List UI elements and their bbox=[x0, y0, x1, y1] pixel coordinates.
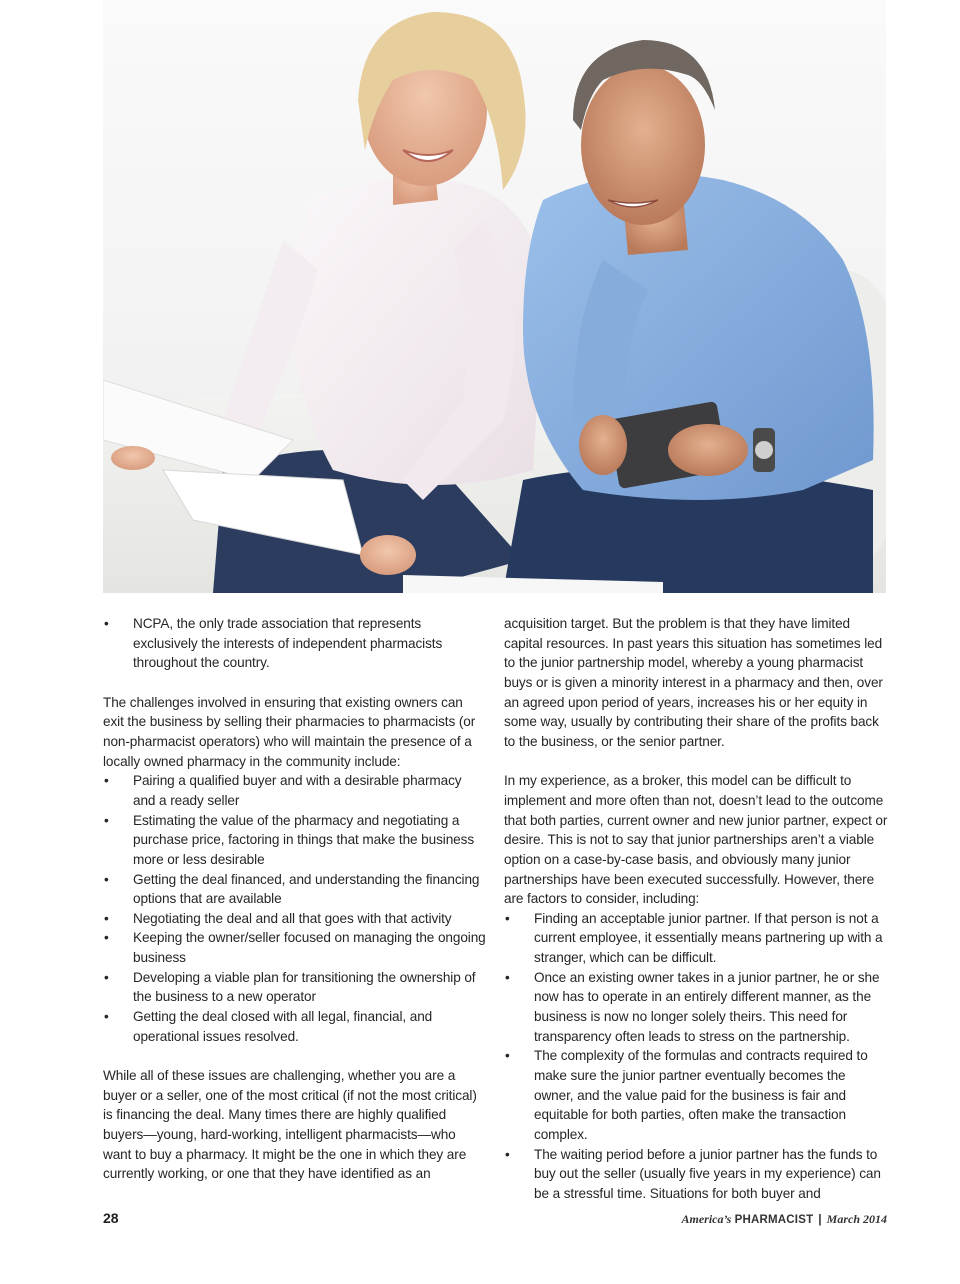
challenges-paragraph: The challenges involved in ensuring that existing owners can exit the business by selling their pharmacies to pharmacists (or non-pharmacist operators) who will maintain the presence of a locally owned pharmacy in the community include: bbox=[103, 694, 476, 769]
list-item: • Negotiating the deal and all that goes with that activity bbox=[103, 909, 487, 929]
article-photo bbox=[103, 0, 886, 593]
financing-paragraph: While all of these issues are challenging, whether you are a buyer or a seller, one of the most critical (if not the most critical) is financing the deal. Many times there are highly qualified buyers—young, hard-working, intelligent pharmacists—who want to buy a pharmacy. It might be the one in which they are currently working, or one that they have identified as an bbox=[103, 1068, 477, 1182]
list-item: • Keeping the owner/seller focused on managing the ongoing business bbox=[103, 928, 487, 967]
list-item: • Getting the deal financed, and understanding the financing options that are available bbox=[103, 870, 487, 909]
magazine-masthead bbox=[682, 1212, 888, 1227]
list-item: • Developing a viable plan for transitioning the ownership of the business to a new operator bbox=[103, 968, 487, 1007]
list-item: • Estimating the value of the pharmacy and negotiating a purchase price, factoring in things that make the business more or less desirable bbox=[103, 811, 487, 870]
footer-separator: | bbox=[818, 1212, 822, 1226]
article-right-column bbox=[504, 614, 888, 1204]
list-item: • NCPA, the only trade association that represents exclusively the interests of independent pharmacists throughout the country. bbox=[103, 614, 487, 673]
couple-reviewing-finances-illustration bbox=[103, 0, 886, 593]
list-item: • The waiting period before a junior partner has the funds to buy out the seller (usually five years in my experience) can be a stressful time. Situations for both buyer and bbox=[504, 1145, 888, 1204]
experience-paragraph: In my experience, as a broker, this model can be difficult to implement and more often than not, doesn’t lead to the outcome that both parties, current owner and new junior partner, expect or desire. This is not to say that junior partnerships aren’t a viable option on a case-by-case basis, and obviously many junior partnerships have been executed successfully. However, there are factors to consider, including: bbox=[504, 773, 888, 907]
issue-date: March 2014 bbox=[826, 1212, 887, 1226]
list-item: • Finding an acceptable junior partner. If that person is not a current employee, it essentially means partnering up with a stranger, which can be difficult. bbox=[504, 909, 888, 968]
challenges-bullet-list bbox=[103, 771, 487, 1046]
list-item: • The complexity of the formulas and contracts required to make sure the junior partner eventually becomes the owner, and the value paid for the business is fair and equitable for both parties, often make the transaction complex. bbox=[504, 1046, 888, 1144]
factors-bullet-list bbox=[504, 909, 888, 1204]
magazine-prefix: America’s bbox=[681, 1212, 732, 1226]
article-left-column bbox=[103, 614, 487, 1184]
list-item: • Getting the deal closed with all legal, financial, and operational issues resolved. bbox=[103, 1007, 487, 1046]
list-item: • Once an existing owner takes in a junior partner, he or she now has to operate in an entirely different manner, as the business is now no longer solely theirs. This need for transparency often leads to stress on the partnership. bbox=[504, 968, 888, 1047]
continued-paragraph: acquisition target. But the problem is that they have limited capital resources. In past years this situation has sometimes led to the junior partnership model, whereby a young pharmacist buys or is given a minority interest in a pharmacy and then, over an agreed upon period of years, increases his or her equity in some way, usually by contributing their share of the profits back to the business, or the senior partner. bbox=[504, 616, 883, 749]
intro-bullet-list bbox=[103, 614, 487, 673]
page-number: 28 bbox=[103, 1210, 119, 1226]
list-item: • Pairing a qualified buyer and with a desirable pharmacy and a ready seller bbox=[103, 771, 487, 810]
magazine-name: PHARMACIST bbox=[734, 1214, 814, 1226]
